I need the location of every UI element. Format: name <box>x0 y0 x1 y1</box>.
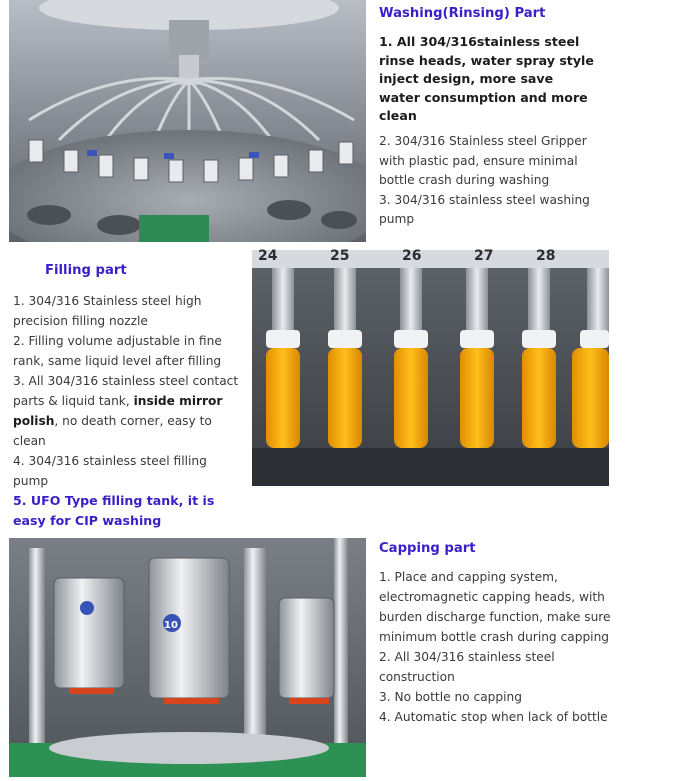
filling-item-3-bold: inside mirror polish <box>13 394 223 428</box>
capping-item-2: 2. All 304/316 stainless steel construction <box>379 650 555 684</box>
capping-item-3: 3. No bottle no capping <box>379 690 523 704</box>
station-number: 26 <box>402 248 422 264</box>
filling-item-3 <box>13 371 241 451</box>
capping-item-4: 4. Automatic stop when lack of bottle <box>379 710 608 724</box>
filling-item-2: 2. Filling volume adjustable in fine rank, same liquid level after filling <box>13 334 222 368</box>
station-number: 24 <box>258 248 278 264</box>
washing-heading: Washing(Rinsing) Part <box>379 6 546 21</box>
filling-heading: Filling part <box>45 263 127 278</box>
filling-item-5: 5. UFO Type filling tank, it is easy for CIP washing <box>13 493 215 528</box>
washing-item-2: 2. 304/316 Stainless steel Gripper with plastic pad, ensure minimal bottle crash during washing <box>379 133 587 188</box>
filling-item-1: 1. 304/316 Stainless steel high precision filling nozzle <box>13 294 202 328</box>
station-number: 27 <box>474 248 494 264</box>
capping-item-1: 1. Place and capping system, electromagnetic capping heads, with burden discharge function, make sure minimum bottle crash during capping <box>379 570 611 644</box>
rinsing-machine-photo <box>9 0 366 242</box>
filling-nozzles-photo <box>252 250 609 486</box>
filling-list <box>13 291 241 531</box>
filling-item-3-pre: 3. All 304/316 stainless steel contact parts & liquid tank, <box>13 374 239 408</box>
filling-item-3-post: , no death corner, easy to clean <box>13 414 212 448</box>
capping-head-number: 10 <box>164 620 178 631</box>
station-number: 25 <box>330 248 350 264</box>
capping-heading: Capping part <box>379 541 476 556</box>
capping-heads-photo <box>9 538 366 777</box>
washing-item-3: 3. 304/316 stainless steel washing pump <box>379 192 590 227</box>
washing-list <box>379 33 594 230</box>
station-number: 28 <box>536 248 556 264</box>
filling-item-4: 4. 304/316 stainless steel filling pump <box>13 454 207 488</box>
filling-station-numbers <box>252 250 609 266</box>
capping-list <box>379 567 619 727</box>
washing-item-1: 1. All 304/316stainless steel rinse heads, water spray style inject design, more save water consumption and more clean <box>379 34 594 124</box>
